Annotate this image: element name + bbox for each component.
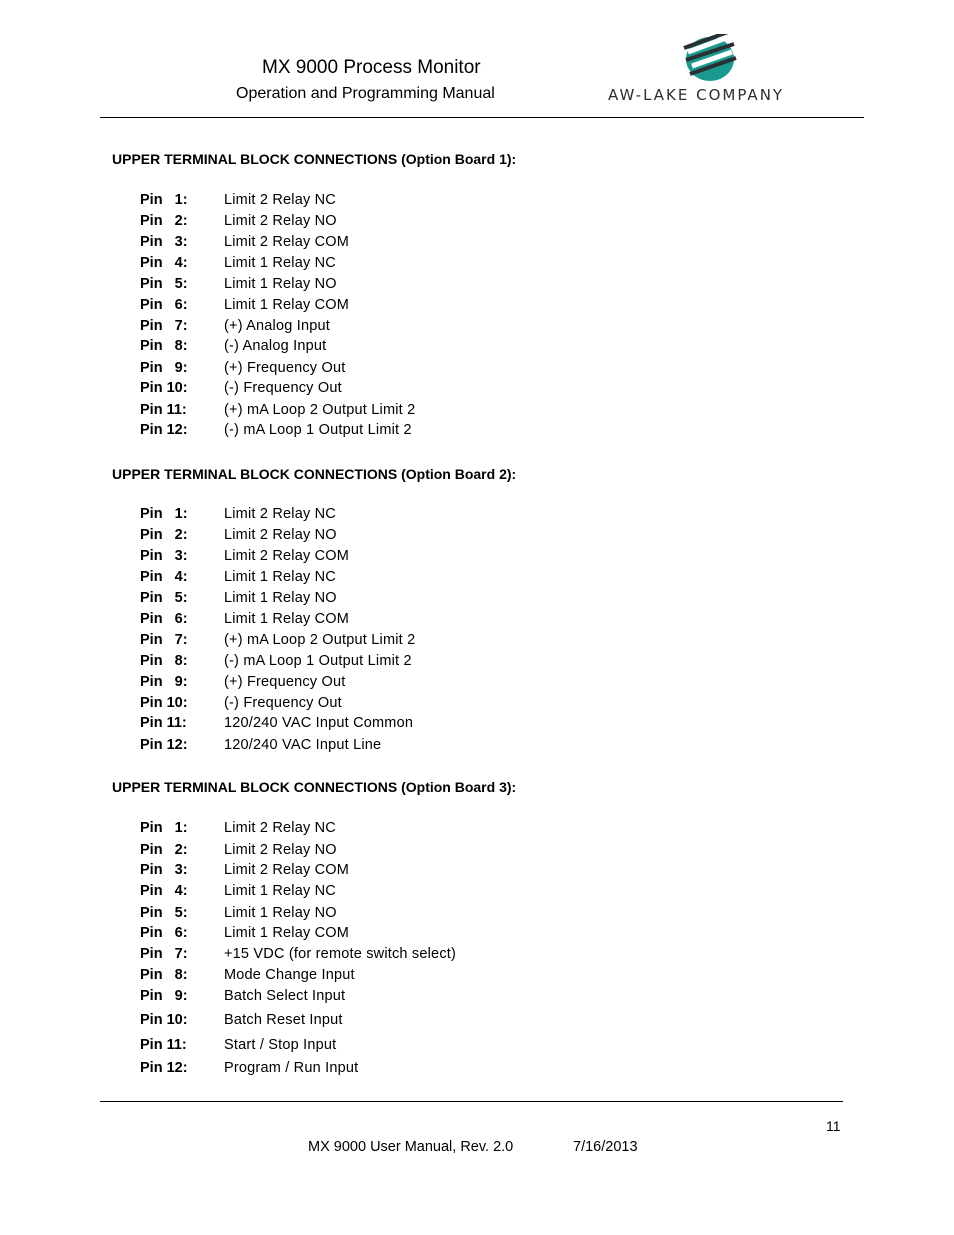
footer-divider [100,1101,843,1102]
document-title: MX 9000 Process Monitor [262,57,481,78]
pin-label: Pin 12: [140,422,188,438]
pin-label: Pin 4: [140,569,188,585]
pin-label: Pin 2: [140,842,188,858]
pin-description: Limit 1 Relay NO [224,276,337,292]
pin-description: Limit 1 Relay NC [224,255,336,271]
pin-description: Mode Change Input [224,967,355,983]
pin-label: Pin 3: [140,234,188,250]
document-subtitle: Operation and Programming Manual [236,85,495,102]
pin-description: Limit 2 Relay NO [224,842,337,858]
pin-description: Limit 1 Relay NO [224,905,337,921]
pin-label: Pin 1: [140,506,188,522]
pin-label: Pin 3: [140,548,188,564]
pin-description: Limit 1 Relay NC [224,883,336,899]
pin-description: Limit 2 Relay COM [224,548,350,564]
pin-description: (-) mA Loop 1 Output Limit 2 [224,422,412,438]
page-number: 11 [826,1118,841,1134]
section-heading: UPPER TERMINAL BLOCK CONNECTIONS (Option Board 1): [112,151,517,167]
pin-label: Pin 5: [140,276,188,292]
pin-description: (+) mA Loop 2 Output Limit 2 [224,632,416,648]
pin-label: Pin 3: [140,862,188,878]
pin-description: (-) mA Loop 1 Output Limit 2 [224,653,412,669]
footer-document-name: MX 9000 User Manual, Rev. 2.0 [308,1139,514,1155]
pin-description: (+) Frequency Out [224,674,346,690]
pin-label: Pin 9: [140,674,188,690]
pin-label: Pin 11: [140,715,187,731]
pin-label: Pin 10: [140,380,188,396]
pin-description: Limit 2 Relay NO [224,527,337,543]
pin-description: Limit 2 Relay NO [224,213,337,229]
pin-label: Pin 4: [140,255,188,271]
pin-description: Limit 1 Relay NC [224,569,336,585]
pin-description: Limit 1 Relay NO [224,590,337,606]
pin-label: Pin 10: [140,695,188,711]
pin-description: Limit 1 Relay COM [224,925,350,941]
pin-description: Program / Run Input [224,1060,359,1076]
pin-label: Pin 5: [140,905,188,921]
pin-description: Limit 2 Relay COM [224,234,350,250]
pin-description: (-) Analog Input [224,338,327,354]
pin-description: Batch Reset Input [224,1012,343,1028]
pin-description: (+) Analog Input [224,318,330,334]
pin-description: Limit 2 Relay NC [224,192,336,208]
pin-description: (-) Frequency Out [224,695,342,711]
aw-lake-logo-icon [682,34,738,84]
pin-description: +15 VDC (for remote switch select) [224,946,457,962]
pin-description: Limit 2 Relay NC [224,506,336,522]
pin-label: Pin 8: [140,967,188,983]
header-divider [100,117,864,118]
pin-description: 120/240 VAC Input Common [224,715,414,731]
pin-label: Pin 7: [140,946,188,962]
section-heading: UPPER TERMINAL BLOCK CONNECTIONS (Option Board 3): [112,779,517,795]
pin-description: (+) mA Loop 2 Output Limit 2 [224,402,416,418]
pin-label: Pin 7: [140,632,188,648]
pin-label: Pin 12: [140,1060,188,1076]
pin-label: Pin 11: [140,402,187,418]
pin-label: Pin 6: [140,611,188,627]
pin-description: Start / Stop Input [224,1037,337,1053]
pin-label: Pin 1: [140,820,188,836]
logo-wordmark: AW-LAKE COMPANY [608,86,785,104]
company-logo [606,34,816,110]
pin-label: Pin 12: [140,737,188,753]
pin-label: Pin 2: [140,213,188,229]
pin-description: Batch Select Input [224,988,346,1004]
pin-description: (-) Frequency Out [224,380,342,396]
pin-description: Limit 2 Relay NC [224,820,336,836]
pin-label: Pin 7: [140,318,188,334]
section-heading: UPPER TERMINAL BLOCK CONNECTIONS (Option Board 2): [112,466,517,482]
pin-label: Pin 10: [140,1012,188,1028]
pin-label: Pin 2: [140,527,188,543]
pin-label: Pin 6: [140,297,188,313]
pin-label: Pin 5: [140,590,188,606]
pin-description: Limit 2 Relay COM [224,862,350,878]
pin-label: Pin 9: [140,360,188,376]
pin-label: Pin 8: [140,338,188,354]
pin-label: Pin 11: [140,1037,187,1053]
pin-description: Limit 1 Relay COM [224,297,350,313]
pin-label: Pin 6: [140,925,188,941]
footer-date: 7/16/2013 [573,1139,638,1155]
pin-description: (+) Frequency Out [224,360,346,376]
pin-description: Limit 1 Relay COM [224,611,350,627]
pin-label: Pin 9: [140,988,188,1004]
pin-label: Pin 8: [140,653,188,669]
pin-label: Pin 4: [140,883,188,899]
pin-label: Pin 1: [140,192,188,208]
pin-description: 120/240 VAC Input Line [224,737,382,753]
